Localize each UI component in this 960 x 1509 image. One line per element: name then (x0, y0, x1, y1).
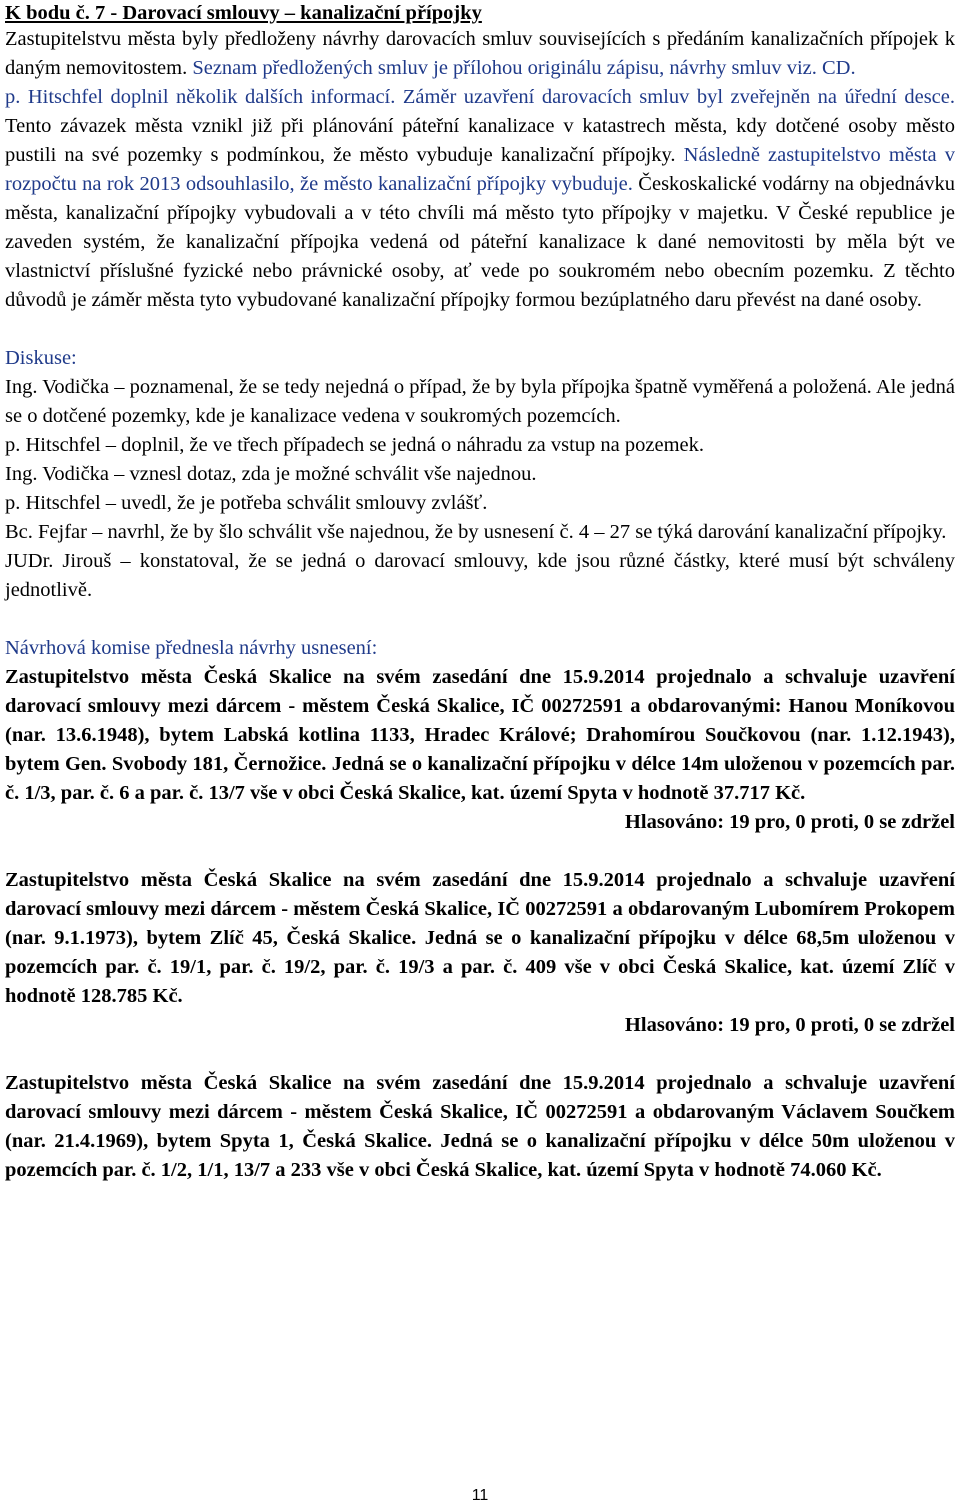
intro-text-6: Českoskalické vodárny na objednávku města, kanalizační přípojky vybudovali a v této chvíli má město tyto přípojky v majetku. (5, 173, 956, 224)
discussion-item: Bc. Fejfar – navrhl, že by šlo schválit vše najednou, že by usnesení č. 4 – 27 se týká darování kanalizační přípojky. (5, 521, 947, 543)
intro-text-5: Následně zastupitelstvo města v rozpočtu na rok 2013 odsouhlasilo, že město kanalizační přípojky vybuduje. (5, 144, 955, 195)
proposals-label: Návrhová komise přednesla návrhy usnesení: (5, 637, 378, 659)
resolution-text: Zastupitelstvo města Česká Skalice na svém zasedání dne 15.9.2014 projednalo a schvaluje uzavření darovací smlouvy mezi dárcem - městem Česká Skalice, IČ 00272591 a obdarovaným Václavem Součkem (nar. 21.4.1969), bytem Spyta 1, Česká Skalice. Jedná se o kanalizační přípojku v délce 50m uloženou v pozemcích par. č. 1/2, 1/1, 13/7 a 233 vše v obci Česká Skalice, kat. území Spyta v hodnotě 74.060 Kč. (5, 1072, 955, 1181)
resolution-text: Zastupitelstvo města Česká Skalice na svém zasedání dne 15.9.2014 projednalo a schvaluje uzavření darovací smlouvy mezi dárcem - městem Česká Skalice, IČ 00272591 a obdarovaným Lubomírem Prokopem (nar. 9.1.1973), bytem Zlíč 45, Česká Skalice. Jedná se o kanalizační přípojku v délce 68,5m uloženou v pozemcích par. č. 19/1, par. č. 19/2, par. č. 19/3 a par. č. 409 vše v obci Česká Skalice, kat. území Zlíč v hodnotě 128.785 Kč. (5, 869, 955, 1007)
discussion-item: p. Hitschfel – uvedl, že je potřeba schválit smlouvy zvlášť. (5, 492, 488, 514)
resolution-text: Zastupitelstvo města Česká Skalice na svém zasedání dne 15.9.2014 projednalo a schvaluje uzavření darovací smlouvy mezi dárcem - městem Česká Skalice, IČ 00272591 a obdarovanými: Hanou Moníkovou (nar. 13.6.1948), bytem Labská kotlina 1133, Hradec Králové; Drahomírou Součkovou (nar. 1.12.1943), bytem Gen. Svobody 181, Černožice. Jedná se o kanalizační přípojku v délce 14m uloženou v pozemcích par. č. 1/3, par. č. 6 a par. č. 13/7 vše v obci Česká Skalice, kat. území Spyta v hodnotě 37.717 Kč. (5, 666, 955, 804)
discussion-item: Ing. Vodička – poznamenal, že se tedy nejedná o případ, že by byla přípojka špatně vyměřená a položená. Ale jedná se o dotčené pozemky, kde je kanalizace vedena v soukromých pozemcích. (5, 376, 955, 427)
section-heading: K bodu č. 7 - Darovací smlouvy – kanalizační přípojky (5, 2, 482, 24)
intro-text-2: Seznam předložených smluv je přílohou originálu zápisu, návrhy smluv viz. CD. (187, 57, 856, 79)
discussion-label: Diskuse: (5, 347, 77, 369)
discussion-item: Ing. Vodička – vznesl dotaz, zda je možné schválit vše najednou. (5, 463, 537, 485)
page-number: 11 (471, 1487, 489, 1504)
page-content (5, 0, 955, 1185)
vote-result: Hlasováno: 19 pro, 0 proti, 0 se zdržel (624, 1014, 955, 1036)
intro-text-8: Z těchto důvodů je záměr města tyto vybudované kanalizační přípojky formou bezúplatného daru převést na dané osoby. (5, 260, 955, 311)
intro-text-7: V České republice je zaveden systém, že kanalizační přípojka vedená od páteřní kanalizace k dané nemovitosti by měla být ve vlastnictví příslušné fyzické nebo právnické osoby, ať vede po soukromém nebo obecním pozemku. (5, 202, 955, 282)
intro-paragraph (5, 25, 955, 315)
intro-text-4: Tento závazek města vznikl již při plánování páteřní kanalizace v katastrech města, kdy dotčené osoby město pustili na své pozemky s podmínkou, že město vybuduje kanalizační přípojky. (5, 115, 955, 166)
discussion-item: p. Hitschfel – doplnil, že ve třech případech se jedná o náhradu za vstup na pozemek. (5, 434, 705, 456)
intro-text-3: p. Hitschfel doplnil několik dalších informací. Záměr uzavření darovacích smluv byl zveřejněn na úřední desce. (5, 86, 955, 108)
vote-result: Hlasováno: 19 pro, 0 proti, 0 se zdržel (624, 811, 955, 833)
discussion-item: JUDr. Jirouš – konstatoval, že se jedná o darovací smlouvy, kde jsou různé částky, které musí být schváleny jednotlivě. (5, 550, 955, 601)
intro-text-1: Zastupitelstvu města byly předloženy návrhy darovacích smluv souvisejících s předáním kanalizačních přípojek k daným nemovitostem. (5, 28, 955, 79)
